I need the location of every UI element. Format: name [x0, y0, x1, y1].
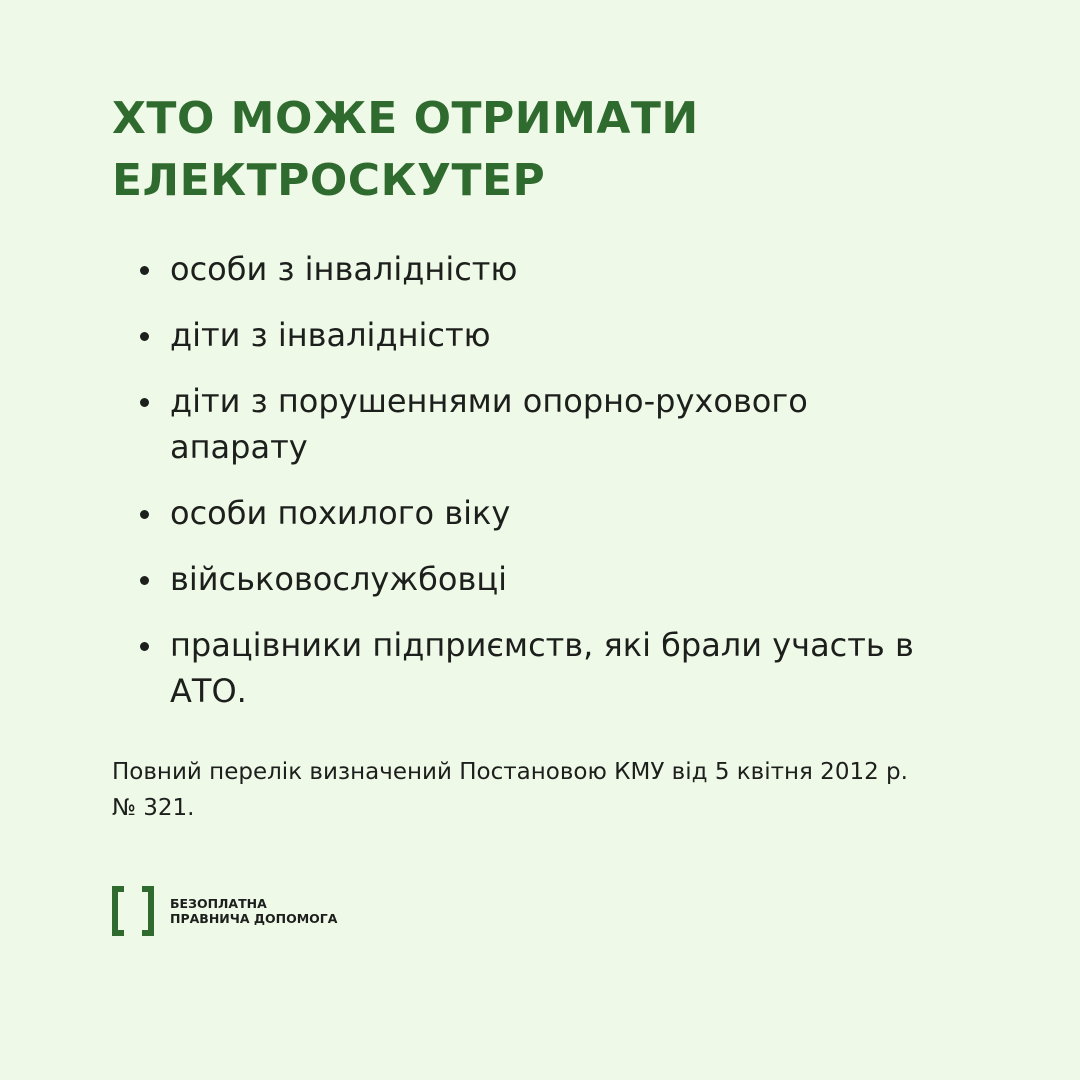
page-title-line-2: ЕЛЕКТРОСКУТЕР: [112, 155, 546, 206]
organization-logo: [112, 886, 337, 936]
eligibility-list: [140, 246, 940, 734]
list-item-text: військовослужбовці: [170, 560, 507, 598]
list-item-text: особи похилого віку: [170, 494, 511, 532]
list-item: [140, 556, 940, 602]
list-item-text: діти з порушеннями опорно-рухового апарату: [170, 382, 808, 466]
bullet-icon: [140, 576, 149, 585]
list-item: [140, 622, 940, 714]
list-item-text: особи з інвалідністю: [170, 250, 518, 288]
list-item: [140, 312, 940, 358]
logo-text: [170, 896, 337, 926]
page-title-line-1: ХТО МОЖЕ ОТРИМАТИ: [112, 93, 699, 144]
logo-text-line-2: ПРАВНИЧА ДОПОМОГА: [170, 911, 338, 926]
left-bracket-icon: [112, 886, 124, 936]
list-item: [140, 490, 940, 536]
list-item: [140, 378, 940, 470]
page-title: [112, 88, 1012, 212]
bullet-icon: [140, 266, 149, 275]
bullet-icon: [140, 332, 149, 341]
bullet-icon: [140, 642, 149, 651]
list-item-text: діти з інвалідністю: [170, 316, 491, 354]
bullet-icon: [140, 398, 149, 407]
list-item: [140, 246, 940, 292]
logo-text-line-1: БЕЗОПЛАТНА: [170, 896, 267, 911]
footnote: Повний перелік визначений Постановою КМУ від 5 квітня 2012 р. № 321.: [112, 759, 908, 821]
bullet-icon: [140, 510, 149, 519]
right-bracket-icon: [142, 886, 154, 936]
list-item-text: працівники підприємств, які брали участь в АТО.: [170, 626, 914, 710]
